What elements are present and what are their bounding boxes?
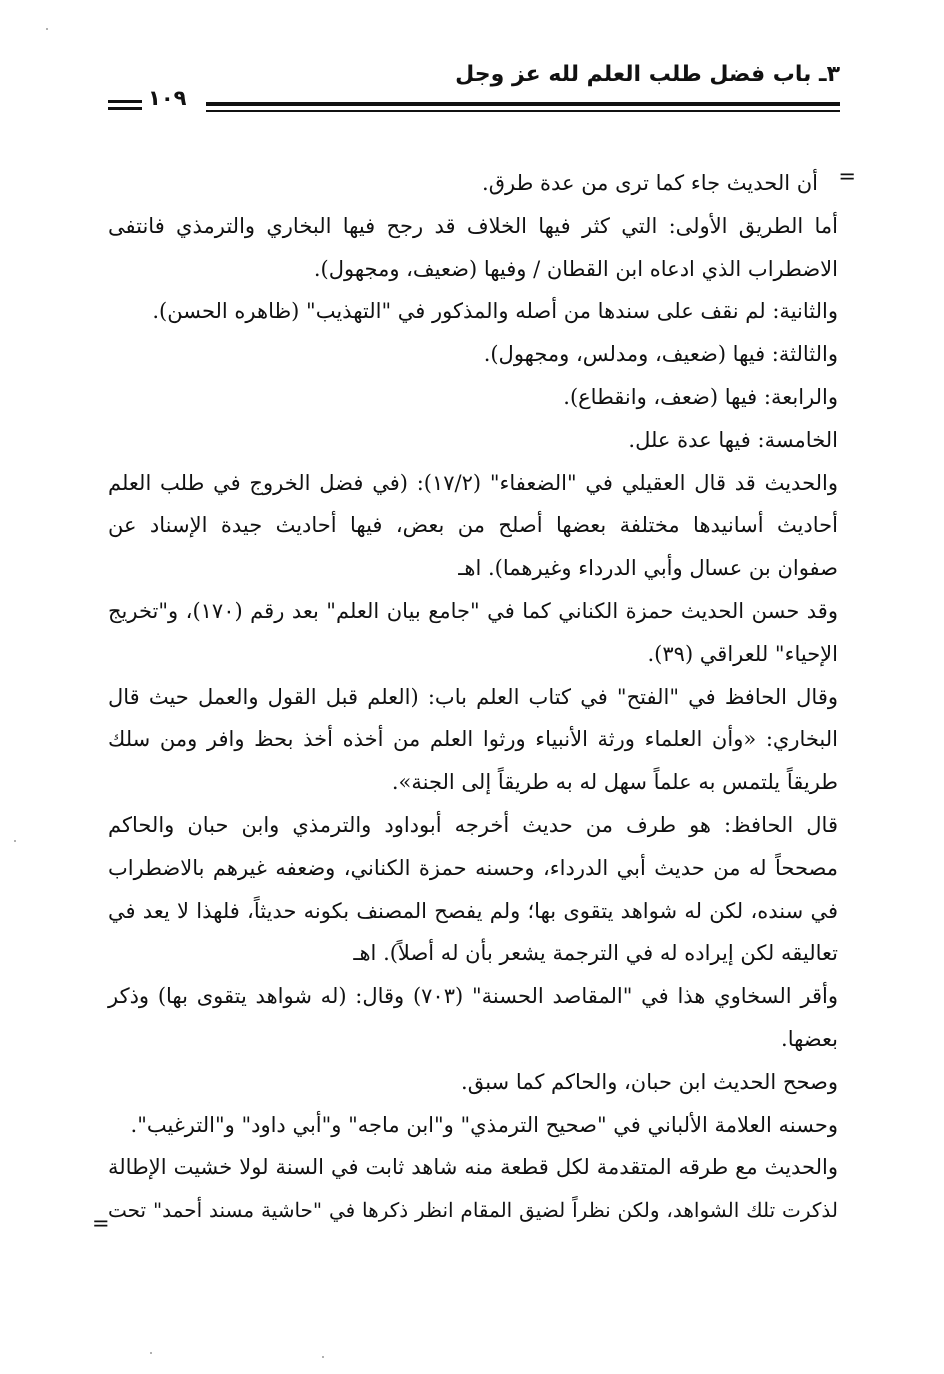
text-line: الإحياء" للعراقي (٣٩). (647, 641, 838, 666)
scan-speck (322, 1356, 324, 1358)
header-rule-thin (206, 110, 840, 112)
text-line: وقد حسن الحديث حمزة الكناني كما في "جامع بيان العلم" بعد رقم (١٧٠)، و"تخريج (108, 598, 838, 623)
text-line: وصحح الحديث ابن حبان، والحاكم كما سبق. (461, 1069, 838, 1094)
text-line: أما الطريق الأولى: التي كثر فيها الخلاف قد رجح فيها البخاري والترمذي فانتفى (108, 213, 838, 238)
scan-speck (14, 840, 16, 842)
text-line: أن الحديث جاء كما ترى من عدة طرق. (482, 171, 818, 195)
header-rule-short (108, 100, 142, 103)
text-line: والرابعة: فيها (ضعف، وانقطاع). (563, 384, 838, 409)
text-line: مصححاً له من حديث أبي الدرداء، وحسنه حمزة الكناني، وضعفه غيرهم بالاضطراب (108, 855, 838, 880)
text-line: والثالثة: فيها (ضعيف، ومدلس، ومجهول). (483, 342, 838, 367)
text-line: وقال الحافظ في "الفتح" في كتاب العلم باب: (العلم قبل القول والعمل حيث قال (108, 684, 838, 709)
page-number: ١٠٩ (148, 86, 187, 110)
text-line: والحديث مع طرقه المتقدمة لكل قطعة منه شاهد ثابت في السنة لولا خشيت الإطالة (108, 1155, 838, 1180)
header-rule-thick (206, 102, 840, 106)
continuation-mark-top: = (838, 164, 856, 188)
header-rule-short (108, 107, 142, 110)
text-line: وأقر السخاوي هذا في "المقاصد الحسنة" (٧٠٣) وقال: (له شواهد يتقوى بها) وذكر (108, 984, 838, 1009)
scan-speck (150, 1352, 152, 1354)
text-line: الخامسة: فيها عدة علل. (628, 427, 838, 452)
footnote-body (108, 162, 838, 1232)
text-line: وحسنه العلامة الألباني في "صحيح الترمذي" و"ابن ماجه" و"أبي داود" و"الترغيب". (130, 1112, 838, 1137)
text-line: في سنده، لكن له شواهد يتقوى بها؛ ولم يفصح المصنف بكونه حديثاً، فلهذا لا يعد في (108, 898, 838, 923)
text-line: البخاري: «وأن العلماء ورثة الأنبياء ورثوا العلم من أخذه أخذ بحظ وافر ومن سلك (108, 727, 838, 752)
text-line: طريقاً يلتمس به علماً سهل له به طريقاً إلى الجنة». (391, 770, 838, 795)
text-line: تعاليقه لكن إيراده له في الترجمة يشعر بأن له أصلاً). اهـ (353, 941, 838, 966)
text-line: قال الحافظ: هو طرف من حديث أخرجه أبوداود والترمذي وابن حبان والحاكم (108, 812, 838, 837)
text-line: بعضها. (781, 1026, 838, 1051)
continuation-mark-bottom: = (92, 1211, 110, 1235)
chapter-title: ٣ـ باب فضل طلب العلم لله عز وجل (455, 62, 840, 87)
text-line: الاضطراب الذي ادعاه ابن القطان / وفيها (ضعيف، ومجهول). (313, 256, 838, 281)
text-line: والثانية: لم نقف على سندها من أصله والمذكور في "التهذيب" (ظاهره الحسن). (152, 299, 838, 324)
scan-speck (46, 28, 48, 30)
text-line: صفوان بن عسال وأبي الدرداء وغيرهما). اهـ (458, 556, 838, 581)
text-line: والحديث قد قال العقيلي في "الضعفاء" (١٧/٢): (في فضل الخروج في طلب العلم (108, 470, 839, 495)
running-header (100, 60, 840, 120)
text-line: أحاديث أسانيدها مختلفة بعضها أصلح من بعض، فيها أحاديث جيدة الإسناد عن (108, 513, 838, 538)
text-line: لذكرت تلك الشواهد، ولكن نظراً لضيق المقام انظر ذكرها في "حاشية مسند أحمد" تحت (108, 1198, 838, 1223)
